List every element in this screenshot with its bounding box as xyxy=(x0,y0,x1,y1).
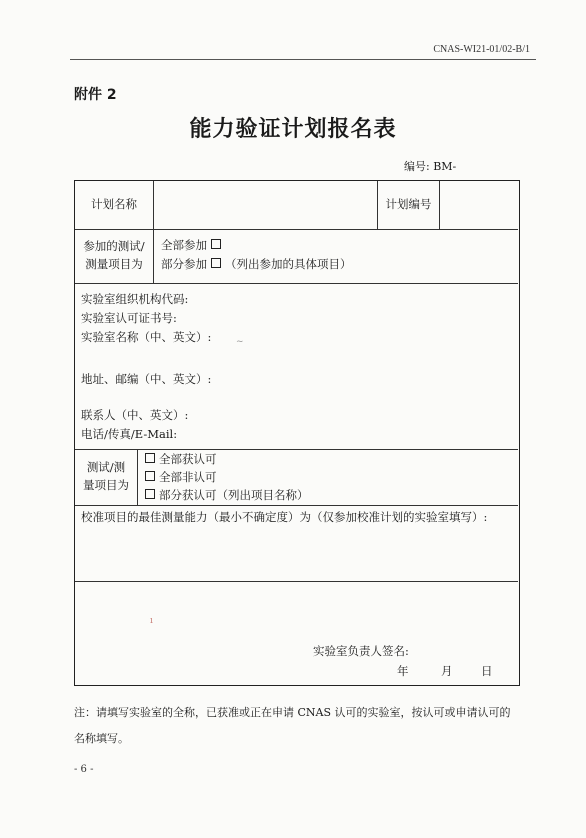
signature-day: 日 xyxy=(481,664,493,678)
signature-month: 月 xyxy=(441,664,453,678)
row-divider xyxy=(75,581,518,582)
accredited-partial-text: 部分获认可（列出项目名称） xyxy=(159,488,309,502)
footnote-line1: 注：请填写实验室的全称，已获准或正在申请 CNAS 认可的实验室，按认可或申请认可的 xyxy=(74,706,511,719)
participate-partial-option[interactable] xyxy=(161,256,352,274)
footnote-line2: 名称填写。 xyxy=(74,732,129,745)
items-label-line2: 测量项目为 xyxy=(85,256,143,271)
lab-cert-number-label: 实验室认可证书号: xyxy=(81,311,177,325)
items-label xyxy=(75,238,153,274)
participate-partial-text: 部分参加 xyxy=(161,257,207,271)
column-divider xyxy=(137,449,138,505)
accredited-none-option[interactable] xyxy=(141,469,217,487)
signature-label: 实验室负责人签名: xyxy=(313,644,409,658)
scan-mark: ~ xyxy=(236,337,244,347)
row-divider xyxy=(75,449,518,450)
page-number: - 6 - xyxy=(74,764,94,775)
accredited-partial-checkbox[interactable] xyxy=(145,489,155,499)
participate-all-checkbox[interactable] xyxy=(211,239,221,249)
lab-contact-label: 联系人（中、英文）: xyxy=(81,408,189,422)
participate-all-option[interactable] xyxy=(161,237,225,255)
serial-number-label: 编号: BM- xyxy=(404,160,457,173)
attachment-label: 附件 2 xyxy=(74,87,117,103)
accredited-all-option[interactable] xyxy=(141,451,217,469)
row-divider xyxy=(75,229,518,230)
row-divider xyxy=(75,505,518,506)
accreditation-label-line2: 量项目为 xyxy=(83,477,129,492)
plan-name-field[interactable] xyxy=(155,182,375,228)
header-rule xyxy=(70,59,536,60)
scan-mark: ı xyxy=(150,616,153,626)
participate-partial-checkbox[interactable] xyxy=(211,258,221,268)
lab-phone-label: 电话/传真/E-Mail: xyxy=(81,427,178,441)
column-divider xyxy=(439,181,440,229)
lab-address-label: 地址、邮编（中、英文）: xyxy=(81,372,212,386)
column-divider xyxy=(153,181,154,229)
form-title: 能力验证计划报名表 xyxy=(189,117,397,142)
accredited-none-checkbox[interactable] xyxy=(145,471,155,481)
plan-number-field[interactable] xyxy=(441,182,517,228)
lab-name-label: 实验室名称（中、英文）: xyxy=(81,330,212,344)
items-label-line1: 参加的测试/ xyxy=(83,239,145,253)
accredited-partial-option[interactable] xyxy=(141,487,309,505)
document-header-code: CNAS-WI21-01/02-B/1 xyxy=(433,44,530,55)
accredited-all-checkbox[interactable] xyxy=(145,453,155,463)
lab-org-code-label: 实验室组织机构代码: xyxy=(81,292,189,306)
accreditation-label xyxy=(75,459,137,495)
participate-all-text: 全部参加 xyxy=(161,238,207,252)
accredited-all-text: 全部获认可 xyxy=(159,452,217,466)
participate-partial-note: （列出参加的具体项目） xyxy=(225,257,352,271)
row-divider xyxy=(75,283,518,284)
signature-year: 年 xyxy=(397,664,409,678)
calibration-capability-label: 校准项目的最佳测量能力（最小不确定度）为（仅参加校准计划的实验室填写）: xyxy=(81,510,488,524)
column-divider xyxy=(153,229,154,283)
calibration-capability-field[interactable] xyxy=(76,529,517,579)
accreditation-label-line1: 测试/测 xyxy=(86,460,126,474)
accredited-none-text: 全部非认可 xyxy=(159,470,217,484)
registration-form xyxy=(74,180,520,686)
plan-name-label: 计划名称 xyxy=(91,197,137,211)
plan-number-label: 计划编号 xyxy=(385,197,432,211)
footnote xyxy=(74,700,534,752)
